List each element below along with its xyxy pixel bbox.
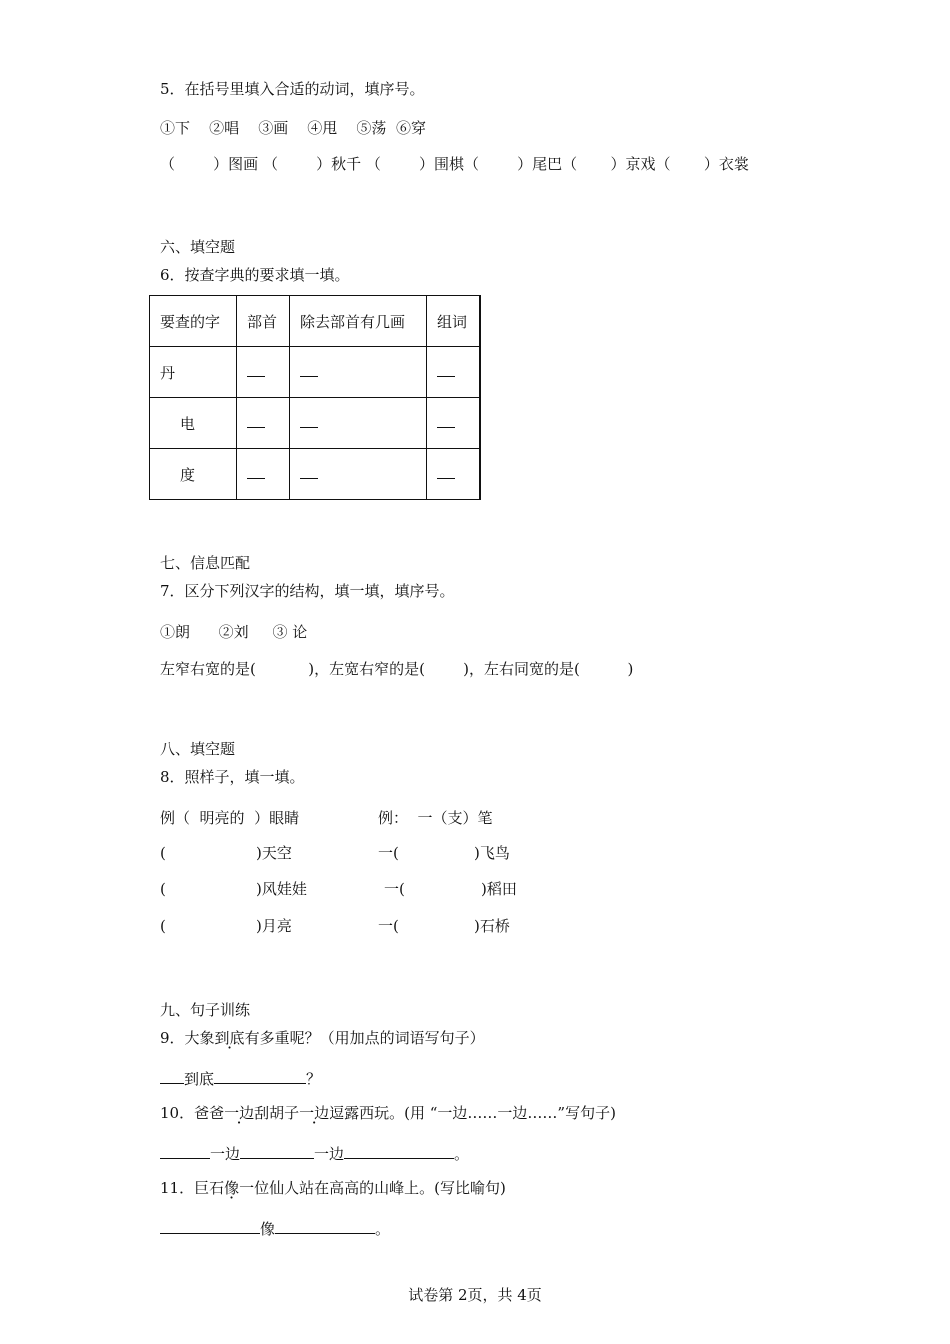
answer-word: 到底 <box>184 1070 215 1088</box>
q11-answer[interactable] <box>160 1219 390 1239</box>
table-header-row <box>150 296 481 347</box>
blank-cell[interactable] <box>427 347 481 398</box>
q10-answer[interactable] <box>160 1144 469 1164</box>
dotted-word: 像 <box>224 1179 240 1197</box>
section-heading: 八、填空题 <box>160 740 236 758</box>
q10-text <box>160 1103 616 1123</box>
table-row <box>150 398 481 449</box>
dictionary-table <box>149 295 481 500</box>
blank-item[interactable]: （ ）图画 <box>160 155 259 173</box>
table-row <box>150 449 481 500</box>
blank-line <box>437 376 455 377</box>
page-footer: 试卷第 2页，共 4页 <box>408 1286 542 1304</box>
fill-right-head[interactable]: 一( <box>384 880 405 898</box>
q9-part: 有多重呢？（用加点的词语写句子） <box>244 1029 485 1047</box>
answer-word: 像 <box>260 1220 276 1238</box>
option: ⑥穿 <box>395 119 426 137</box>
blank-line <box>437 478 455 479</box>
blank-cell[interactable] <box>237 347 290 398</box>
section-heading: 七、信息匹配 <box>160 554 251 572</box>
q11-part: 11．巨石 <box>160 1179 225 1197</box>
dotted-word: 一边 <box>299 1104 330 1122</box>
blank-item[interactable]: （ ）秋千 <box>262 155 362 173</box>
char: 度 <box>180 465 196 484</box>
blank-cell[interactable] <box>427 449 481 500</box>
option: ⑤荡 <box>356 119 387 137</box>
q10-part: 10．爸爸 <box>160 1104 225 1122</box>
answer-word: 一边 <box>210 1145 241 1163</box>
answer-punct: 。 <box>454 1145 470 1163</box>
blank-line <box>300 376 318 377</box>
fill-tail: )风娃娃 <box>256 880 307 898</box>
q11-part: 一位仙人站在高高的山峰上。(写比喻句) <box>239 1179 506 1197</box>
fill-right-head[interactable]: 一( <box>378 844 399 862</box>
table-header: 组词 <box>427 296 481 347</box>
char-cell <box>150 347 237 398</box>
fill-right-tail: )石桥 <box>474 917 510 935</box>
dotted-word: 一边 <box>224 1104 255 1122</box>
q9-answer[interactable] <box>160 1069 321 1089</box>
table-row <box>150 347 481 398</box>
option: ①朗 <box>160 623 191 641</box>
q9-part: 9．大象 <box>160 1029 215 1047</box>
fill-right-tail: )稻田 <box>481 880 517 898</box>
question-text: 8．照样子，填一填。 <box>160 768 305 786</box>
q10-part: 刮胡子 <box>254 1104 300 1122</box>
q5-title: 5．在括号里填入合适的动词，填序号。 <box>160 80 425 98</box>
answer-punct: 。 <box>375 1220 391 1238</box>
option: ①下 <box>160 119 191 137</box>
blank-item[interactable]: （ ）围棋（ ）尾巴（ ）京戏（ ）衣裳 <box>365 155 749 173</box>
fill-right-tail: )飞鸟 <box>474 844 510 862</box>
option: ③ 论 <box>272 623 308 641</box>
table-header: 除去部首有几画 <box>290 296 427 347</box>
answer-punct: ？ <box>306 1070 322 1088</box>
blank-cell[interactable] <box>237 449 290 500</box>
q11-text <box>160 1178 506 1198</box>
option: ③画 <box>258 119 289 137</box>
example-left: 例（ 明亮的 ）眼睛 <box>160 809 300 827</box>
answer-line[interactable] <box>160 1144 210 1159</box>
q5-blanks[interactable] <box>160 154 749 174</box>
blank-cell[interactable] <box>290 449 427 500</box>
fill-paren-open[interactable]: ( <box>160 880 166 898</box>
section-heading: 六、填空题 <box>160 238 236 256</box>
question-text: 6．按查字典的要求填一填。 <box>160 266 350 284</box>
q7-options <box>160 622 307 642</box>
answer-line[interactable] <box>275 1219 375 1234</box>
blank-line <box>300 427 318 428</box>
answer-line[interactable] <box>344 1144 454 1159</box>
q10-part: 逗露西玩。(用 “一边……一边……”写句子) <box>329 1104 616 1122</box>
char: 丹 <box>160 363 176 382</box>
option: ④甩 <box>307 119 338 137</box>
blank-line <box>437 427 455 428</box>
example-right: 例： 一（支）笔 <box>378 809 493 827</box>
blank-cell[interactable] <box>237 398 290 449</box>
char: 电 <box>180 414 196 433</box>
blank-line <box>247 427 265 428</box>
fill-tail: )月亮 <box>256 917 292 935</box>
blank-cell[interactable] <box>290 347 427 398</box>
answer-line[interactable] <box>240 1144 314 1159</box>
q9-text <box>160 1028 485 1048</box>
answer-line[interactable] <box>160 1219 260 1234</box>
question-text: 7．区分下列汉字的结构，填一填，填序号。 <box>160 582 455 600</box>
blank-cell[interactable] <box>427 398 481 449</box>
blank-line <box>247 478 265 479</box>
answer-line[interactable] <box>214 1069 306 1084</box>
fill-paren-open[interactable]: ( <box>160 844 166 862</box>
q5-options <box>160 118 426 138</box>
fill-tail: )天空 <box>256 844 292 862</box>
blank-line <box>300 478 318 479</box>
answer-word: 一边 <box>314 1145 345 1163</box>
option: ②唱 <box>209 119 240 137</box>
table-header: 要查的字 <box>150 296 237 347</box>
answer-line[interactable] <box>160 1069 184 1084</box>
char-cell <box>150 449 237 500</box>
blank-line <box>247 376 265 377</box>
option: ②刘 <box>218 623 249 641</box>
fill-right-head[interactable]: 一( <box>378 917 399 935</box>
dotted-word: 到底 <box>214 1029 245 1047</box>
table-header: 部首 <box>237 296 290 347</box>
char-cell <box>150 398 237 449</box>
blank-cell[interactable] <box>290 398 427 449</box>
fill-paren-open[interactable]: ( <box>160 917 166 935</box>
section-heading: 九、句子训练 <box>160 1001 251 1019</box>
q7-fill[interactable]: 左窄右宽的是( )，左宽右窄的是( )，左右同宽的是( ) <box>160 660 634 678</box>
